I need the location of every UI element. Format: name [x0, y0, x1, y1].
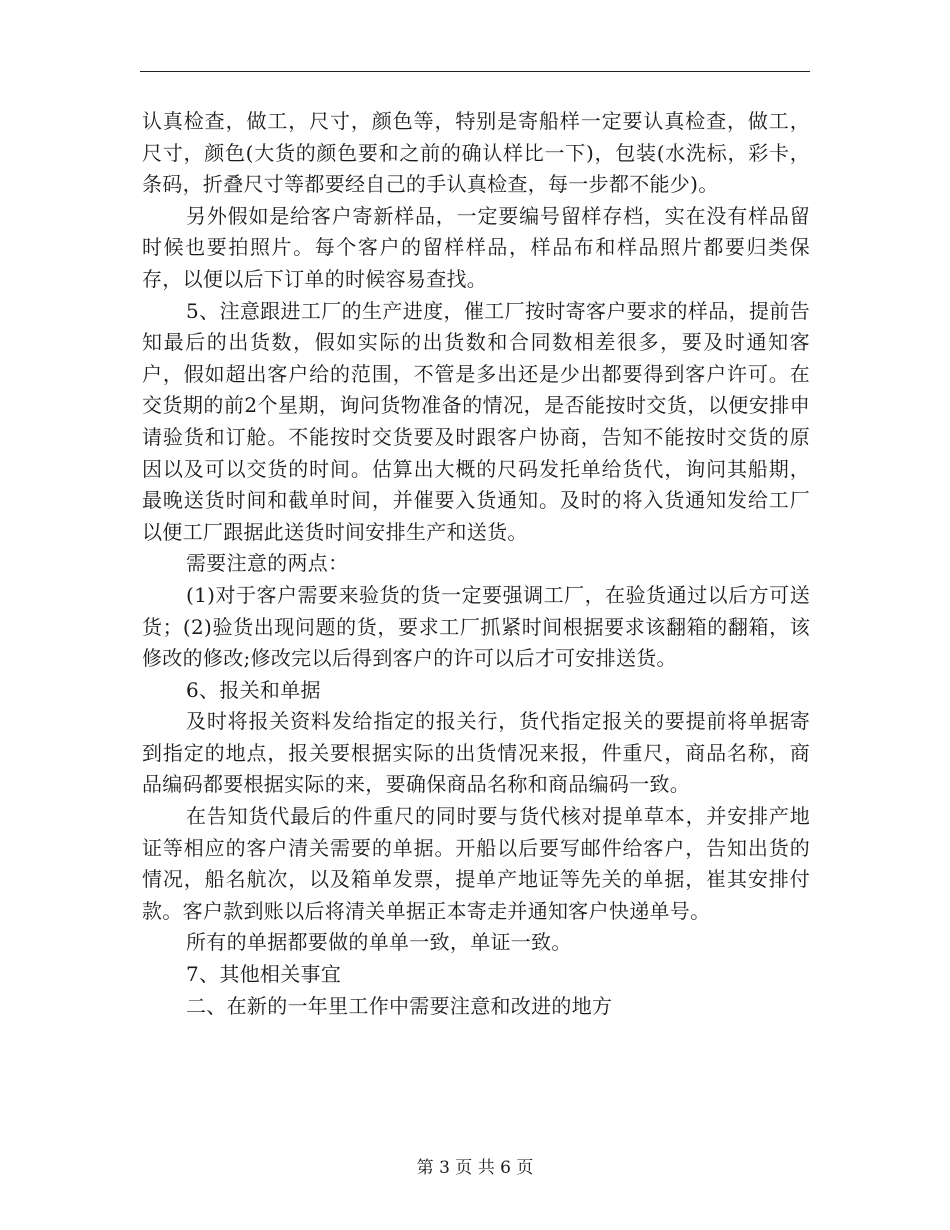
section-heading-7: 7、其他相关事宜: [186, 962, 342, 987]
paragraph-3: 5、注意跟进工厂的生产进度，催工厂按时寄客户要求的样品，提前告知最后的出货数，假如实际的出货数和合同数相差很多，要及时通知客户，假如超出客户给的范围，不管是多出还是少出都要得到客户许可。在交货期的前2个星期，询问货物准备的情况，是否能按时交货，以便安排申请验货和订舱。不能按时交货要及时跟客户协商，告知不能按时交货的原因以及可以交货的时间。估算出大概的尺码发托单给货代，询问其船期，最晚送货时间和截单时间，并催要入货通知。及时的将入货通知发给工厂以便工厂跟据此送货时间安排生产和送货。: [142, 298, 810, 544]
paragraph-2: 另外假如是给客户寄新样品，一定要编号留样存档，实在没有样品留时候也要拍照片。每个客户的留样样品，样品布和样品照片都要归类保存，以便以后下订单的时候容易查找。: [142, 203, 810, 291]
paragraph-9: 所有的单据都要做的单单一致，单证一致。: [186, 930, 572, 955]
paragraph-4: 需要注意的两点：: [186, 551, 349, 576]
paragraph-1: 认真检查，做工，尺寸，颜色等，特别是寄船样一定要认真检查，做工，尺寸，颜色(大货的颜色要和之前的确认样比一下)，包装(水洗标，彩卡，条码，折叠尺寸等都要经自己的手认真检查，每一步都不能少)。: [142, 109, 810, 197]
section-heading-2: 二、在新的一年里工作中需要注意和改进的地方: [186, 993, 613, 1018]
section-heading-6: 6、报关和单据: [186, 677, 321, 702]
header-rule: [140, 71, 810, 72]
document-body: [142, 106, 810, 1022]
page-number-footer: 第 3 页 共 6 页: [416, 1158, 534, 1178]
paragraph-7: 及时将报关资料发给指定的报关行，货代指定报关的要提前将单据寄到指定的地点，报关要根据实际的出货情况来报，件重尺，商品名称，商品编码都要根据实际的来，要确保商品名称和商品编码一致。: [142, 709, 810, 797]
paragraph-8: 在告知货代最后的件重尺的同时要与货代核对提单草本，并安排产地证等相应的客户清关需要的单据。开船以后要写邮件给客户，告知出货的情况，船名航次，以及箱单发票，提单产地证等先关的单据，崔其安排付款。客户款到账以后将清关单据正本寄走并通知客户快递单号。: [142, 804, 810, 923]
paragraph-5: (1)对于客户需要来验货的货一定要强调工厂，在验货通过以后方可送货；(2)验货出现问题的货，要求工厂抓紧时间根据要求该翻箱的翻箱，该修改的修改;修改完以后得到客户的许可以后才可安排送货。: [142, 582, 810, 671]
